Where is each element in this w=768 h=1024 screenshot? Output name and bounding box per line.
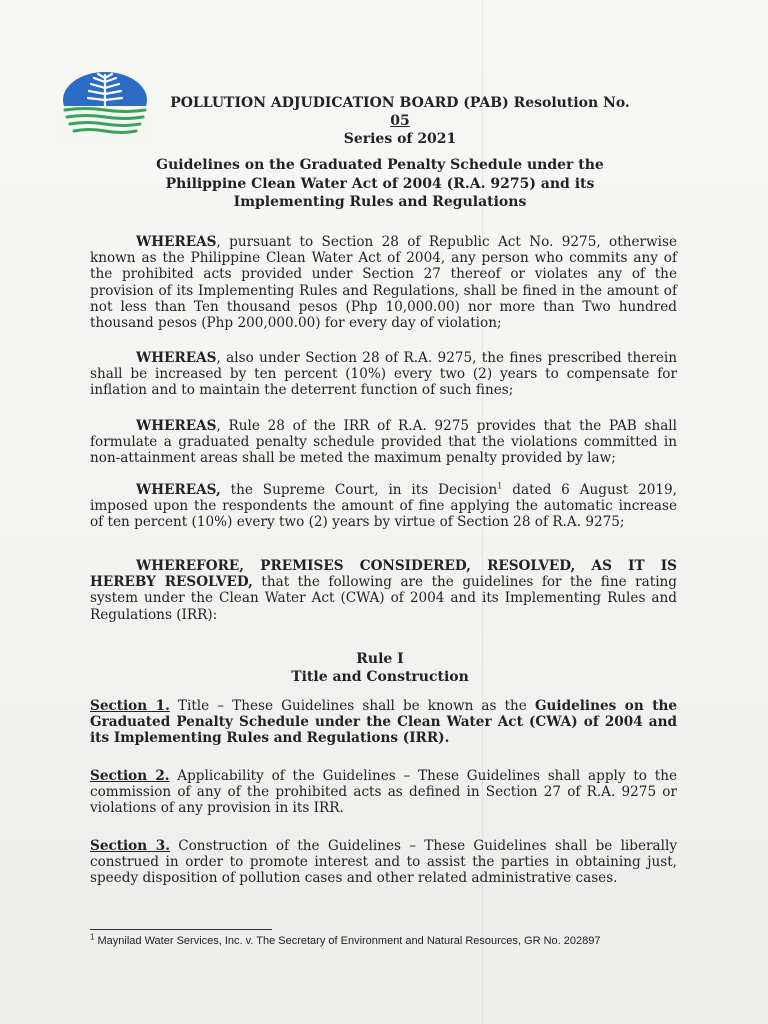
whereas-lead: WHEREAS (136, 418, 217, 434)
whereas-text: , Rule 28 of the IRR of R.A. 9275 provides that the PAB shall formulate a graduated penalty schedule provided that the violations committed in non-attainment areas shall be meted the maximum penalty provided by law; (90, 418, 677, 467)
wherefore-paragraph (90, 558, 677, 623)
whereas-text-continued: dated 6 August 2019, imposed upon the respondents the amount of fine applying the automatic increase of ten percent (10%) every two (2) years by virtue of Section 28 of R.A. 9275; (90, 482, 677, 531)
title-line-3: Implementing Rules and Regulations (233, 194, 527, 210)
whereas-paragraph-3 (90, 418, 677, 467)
series-line: Series of 2021 (343, 131, 457, 147)
wherefore-lead: WHEREFORE, PREMISES CONSIDERED, RESOLVED, AS IT IS HEREBY RESOLVED, (90, 558, 677, 591)
whereas-text: , also under Section 28 of R.A. 9275, the fines prescribed therein shall be increased by ten percent (10%) every two (2) years to compensate for inflation and to maintain the deterrent function of such fines; (90, 350, 677, 399)
section-text: Title – These Guidelines shall be known as the (169, 698, 535, 714)
resolution-line (160, 94, 640, 130)
whereas-paragraph-2 (90, 350, 677, 399)
whereas-text: , pursuant to Section 28 of Republic Act No. 9275, otherwise known as the Philippine Clean Water Act of 2004, any person who commits any of the prohibited acts provided under Section 27 thereof or violates any of the provision of its Implementing Rules and Regulations, shall be fined in the amount of not less than Ten thousand pesos (Php 10,000.00) nor more than Two hundred thousand pesos (Php 200,000.00) for every day of violation; (90, 234, 677, 332)
whereas-paragraph-1 (90, 234, 677, 331)
footnote-divider (90, 929, 272, 930)
wherefore-text: that the following are the guidelines for the fine rating system under the Clean Water Act (CWA) of 2004 and its Implementing Rules and Regulations (IRR): (90, 574, 677, 623)
resolution-prefix: POLLUTION ADJUDICATION BOARD (PAB) Resolution No. (170, 95, 630, 111)
footnote-reference: 1 (497, 481, 503, 491)
whereas-lead: WHEREAS (136, 350, 217, 366)
document-title (110, 156, 650, 212)
whereas-lead: WHEREAS (136, 234, 217, 250)
section-2 (90, 768, 677, 817)
title-line-1: Guidelines on the Graduated Penalty Schedule under the (156, 157, 604, 173)
whereas-lead: WHEREAS, (136, 482, 221, 498)
section-3 (90, 838, 677, 887)
whereas-text: the Supreme Court, in its Decision (220, 482, 498, 498)
rule-number: Rule I (356, 651, 404, 667)
section-1 (90, 698, 677, 747)
footnote-text: Maynilad Water Services, Inc. v. The Secretary of Environment and Natural Resources, GR No. 202897 (94, 935, 601, 947)
section-label: Section 1. (90, 698, 170, 714)
rule-heading (150, 650, 610, 686)
section-text: Construction of the Guidelines – These Guidelines shall be liberally construed in order to promote interest and to assist the parties in obtaining just, speedy disposition of pollution cases and other related administrative cases. (90, 838, 677, 887)
footnote-number: 1 (90, 932, 95, 942)
title-line-2: Philippine Clean Water Act of 2004 (R.A. 9275) and its (165, 175, 595, 192)
pab-logo-icon (60, 70, 150, 140)
rule-title: Title and Construction (291, 669, 469, 685)
section-label: Section 3. (90, 838, 170, 854)
section-bold-text: Guidelines on the Graduated Penalty Schedule under the Clean Water Act (CWA) of 2004 and its Implementing Rules and Regulations (IRR). (90, 698, 678, 747)
footnote (90, 934, 690, 948)
resolution-header (160, 94, 640, 148)
section-label: Section 2. (90, 768, 170, 784)
whereas-paragraph-4 (90, 482, 677, 531)
resolution-number: 05 (390, 113, 410, 129)
section-text: Applicability of the Guidelines – These Guidelines shall apply to the commission of any of the prohibited acts as defined in Section 27 of R.A. 9275 or violations of any provision in its IRR. (90, 768, 677, 817)
